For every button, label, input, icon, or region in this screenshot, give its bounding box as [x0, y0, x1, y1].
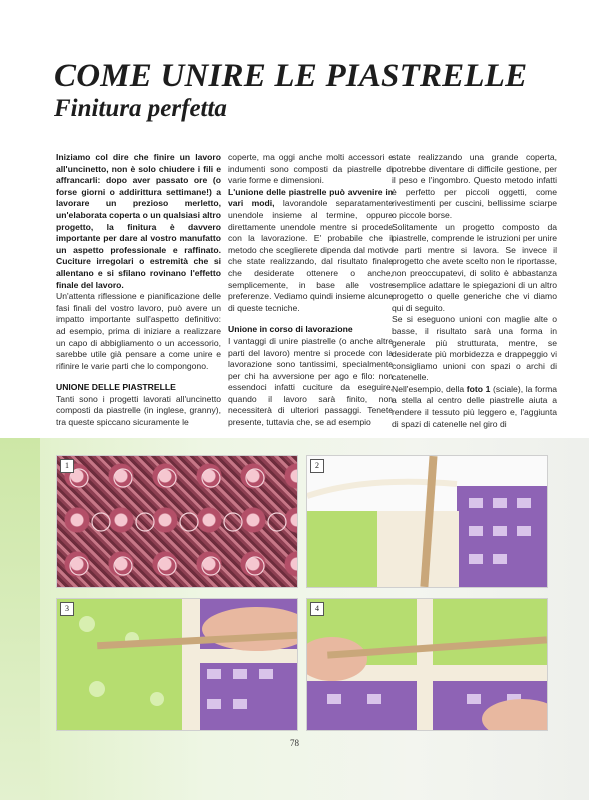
body-paragraph: Un'attenta riflessione e pianificazione delle fasi finali del vostro lavoro, può avere un impatto importante sull'aspetto definitivo: ad esempio, prima di iniziare a realizzare un capo di abbigliamento o un accessorio, sarebbe utile già pensare a come unire e rifinire le varie parti che lo compongono.: [56, 291, 221, 371]
emphasis-text: L'unione delle piastrelle può avvenire in vari modi,: [228, 186, 393, 209]
body-paragraph: [228, 187, 393, 315]
body-paragraph: Tanti sono i progetti lavorati all'uncinetto composti da piastrelle (in inglese, granny), tra queste spiccano sicuramente le: [56, 393, 221, 428]
photo-reference: foto 1: [466, 383, 491, 394]
text-column-1: [56, 152, 221, 429]
photo-number-label: 3: [60, 602, 74, 616]
photo-shawl: [56, 455, 298, 588]
section-heading: Unione in corso di lavorazione: [228, 324, 353, 335]
page-number: 78: [290, 738, 299, 748]
shawl-illustration: [57, 456, 297, 587]
crochet-step-illustration: [307, 599, 547, 730]
body-paragraph: coperte, ma oggi anche molti accessori e indumenti sono composti da piastrelle di varie forme e dimensioni.: [228, 152, 393, 186]
intro-paragraph: Iniziamo col dire che finire un lavoro all'uncinetto, non è solo chiudere i fili e affrancarli: dopo aver passato ore (o forse giorni o addirittura settimane!) a lavorare un prezioso merletto, un'elaborata coperta o un qualsiasi altro progetto, la finitura è davvero importante per dare al vostro manufatto un aspetto professionale e raffinato. Cuciture irregolari o estremità che si allentano e si sfilano rovinano l'effetto finale del lavoro.: [56, 152, 221, 290]
text-column-2: [228, 152, 393, 429]
body-text: Nell'esempio, della: [392, 383, 467, 394]
body-text: (sciale), la forma a stella al centro delle piastrelle aiuta a rendere il tessuto più leggero e, l'aggiunta di spazi di catenelle nel giro di: [392, 383, 558, 429]
text-column-3: [392, 152, 557, 430]
page-title: COME UNIRE LE PIASTRELLE: [54, 58, 528, 94]
body-paragraph: state realizzando una grande coperta, potrebbe diventare di difficile gestione, per il peso e l'ingombro. Questo metodo infatti è perfetto per piccoli oggetti, come rivestimenti per cuscini, bellissime sciarpe o piccole borse.: [392, 152, 557, 220]
photo-step-4: [306, 598, 548, 731]
photo-number-label: 4: [310, 602, 324, 616]
body-paragraph: Se si eseguono unioni con maglie alte o basse, il risultato sarà una forma in generale più strutturata, mentre, se desiderate più morbidezza e drappeggio vi consigliamo unioni con spazi o archi di catenelle.: [392, 314, 557, 383]
photo-number-label: 2: [310, 459, 324, 473]
crochet-step-illustration: [307, 456, 547, 587]
photo-step-3: [56, 598, 298, 731]
body-paragraph: I vantaggi di unire piastrelle (o anche altre parti del lavoro) mentre si procede con la lavorazione sono tantissimi, specialmente per chi ha avversione per ago e filo: non essendoci infatti cuciture da eseguire, quando il lavoro sarà finito, non necessiterà di ulteriori passaggi. Tenete presente, tuttavia che, se ad esempio: [228, 335, 393, 428]
body-paragraph: Solitamente un progetto composto da piastrelle, comprende le istruzioni per unire le parti mentre si lavora. Se invece il progetto che avete scelto non le riportasse, non preoccupatevi, di solito è abbastanza semplice adattare le spiegazioni di un altro progetto o quelle generiche che vi diamo qui di seguito.: [392, 221, 557, 313]
photo-step-2: [306, 455, 548, 588]
photo-number-label: 1: [60, 459, 74, 473]
section-heading: UNIONE DELLE PIASTRELLE: [56, 382, 176, 393]
body-paragraph: [392, 384, 557, 430]
crochet-step-illustration: [57, 599, 297, 730]
body-text: lavorandole separatamente unendole insieme al termine, oppure direttamente unendole mentre si procede con la lavorazione. E' probabile che il metodo che sceglierete dipenda dal motivo che state realizzando, dal risultato finale che desiderate ottenere o anche, semplicemente, in base alle vostre preferenze. Vediamo quindi insieme alcune di queste tecniche.: [228, 198, 393, 313]
page-subtitle: Finitura perfetta: [54, 95, 227, 122]
